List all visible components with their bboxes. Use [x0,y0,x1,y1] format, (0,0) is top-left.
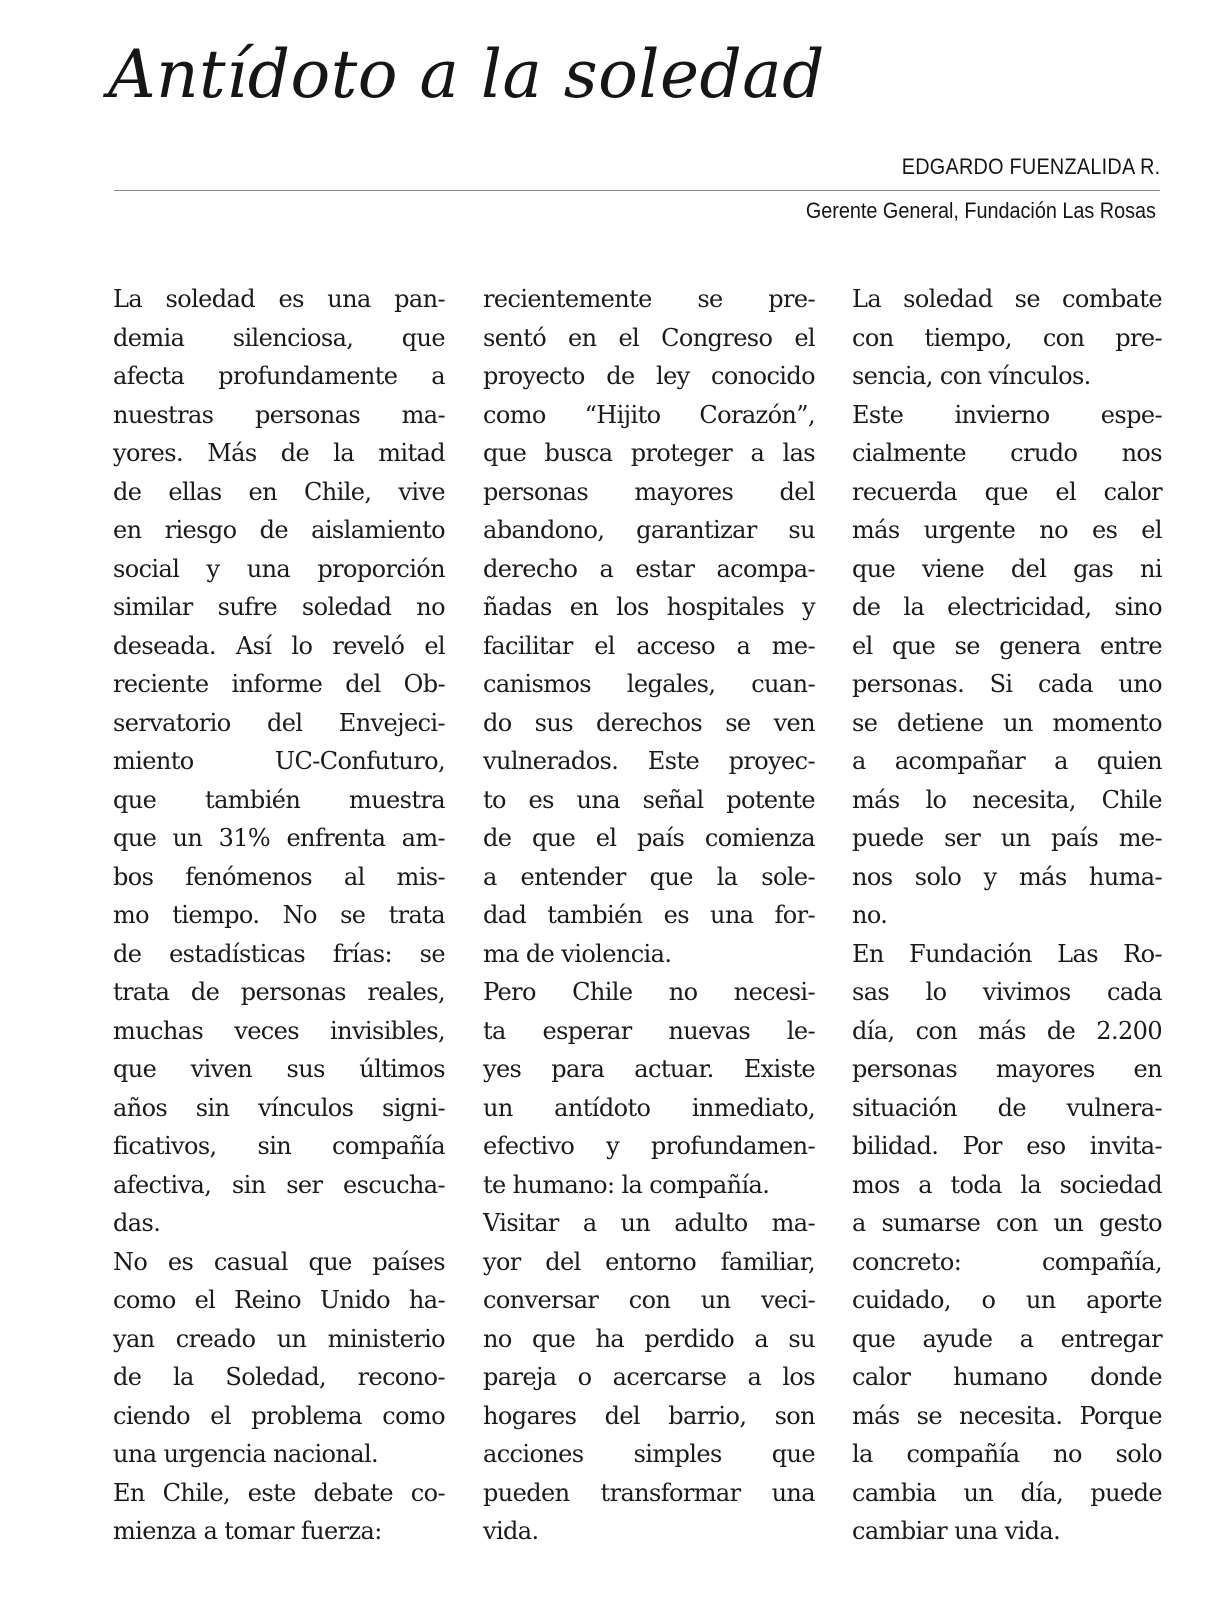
text-line: Este invierno espe- [852,400,1162,429]
text-line: de que el país comienza [483,824,815,852]
text-line: que también muestra [113,785,445,814]
text-line: ta esperar nuevas le- [483,1016,815,1045]
text-line: yores. Más de la mitad [113,439,445,467]
text-line: sas lo vivimos cada [852,978,1162,1006]
text-line: nos solo y más huma- [852,862,1162,891]
text-line: ficativos, sin compañía [113,1132,445,1160]
text-line: canismos legales, cuan- [483,670,815,698]
text-line: más lo necesita, Chile [852,785,1162,814]
text-line: yes para actuar. Existe [483,1055,815,1083]
text-line: a acompañar a quien [852,747,1162,775]
text-line: ma de violencia. [483,939,672,968]
text-line: yor del entorno familiar, [483,1247,815,1276]
author-name: EDGARDO FUENZALIDA R. [901,154,1160,179]
text-line: bos fenómenos al mis- [113,862,445,891]
text-line: En Fundación Las Ro- [852,939,1162,968]
text-line: Pero Chile no necesi- [483,978,815,1006]
text-line: sencia, con vínculos. [852,362,1091,390]
text-line: social y una proporción [113,554,445,583]
text-line: de estadísticas frías: se [113,939,445,968]
text-line: el que se genera entre [852,631,1162,660]
text-line: do sus derechos se ven [483,708,815,737]
text-line: trata de personas reales, [113,978,445,1006]
article-title: Antídoto a la soledad [108,36,825,113]
text-line: yan creado un ministerio [113,1324,445,1353]
text-line: a entender que la sole- [483,862,815,891]
text-line: conversar con un veci- [483,1286,815,1314]
text-line: en riesgo de aislamiento [113,516,445,544]
text-line: que busca proteger a las [483,439,815,467]
text-line: de la Soledad, recono- [113,1363,445,1391]
text-line: como el Reino Unido ha- [113,1286,445,1314]
text-line: una urgencia nacional. [113,1440,379,1468]
text-line: ciendo el problema como [113,1401,445,1430]
text-line: como “Hijito Corazón”, [483,400,815,429]
text-line: puede ser un país me- [852,824,1162,852]
text-line: pareja o acercarse a los [483,1363,815,1391]
text-line: cialmente crudo nos [852,439,1162,467]
text-line: Visitar a un adulto ma- [483,1209,815,1237]
text-line: afectiva, sin ser escucha- [113,1170,445,1199]
text-line: servatorio del Envejeci- [113,708,445,737]
text-line: ñadas en los hospitales y [483,593,815,621]
text-line: que viven sus últimos [113,1055,445,1083]
text-line: mo tiempo. No se trata [113,901,445,929]
text-line: La soledad es una pan- [113,285,445,313]
text-line: to es una señal potente [483,785,815,814]
text-line: la compañía no solo [852,1440,1162,1468]
text-line: que viene del gas ni [852,554,1162,583]
text-line: personas mayores en [852,1055,1162,1083]
text-line: No es casual que países [113,1247,445,1276]
article-column-2 [483,280,815,1551]
article-column-1 [113,280,445,1551]
text-line: con tiempo, con pre- [852,323,1162,352]
text-line: no que ha perdido a su [483,1324,815,1353]
text-line: La soledad se combate [852,285,1162,313]
text-line: deseada. Así lo reveló el [113,631,445,660]
text-line: acciones simples que [483,1440,815,1468]
text-line: de ellas en Chile, vive [113,477,445,506]
header-divider [114,190,1160,191]
text-line: calor humano donde [852,1363,1162,1391]
text-line: proyecto de ley conocido [483,362,815,390]
text-line: años sin vínculos signi- [113,1093,445,1122]
text-line: abandono, garantizar su [483,516,815,544]
text-line: nuestras personas ma- [113,400,445,429]
text-line: facilitar el acceso a me- [483,631,815,660]
text-line: dad también es una for- [483,901,815,929]
text-line: derecho a estar acompa- [483,554,815,583]
text-line: demia silenciosa, que [113,323,445,352]
text-line: sentó en el Congreso el [483,323,815,352]
text-line: miento UC-Confuturo, [113,747,445,775]
text-line: que ayude a entregar [852,1324,1162,1353]
text-line: pueden transformar una [483,1478,815,1507]
text-line: mos a toda la sociedad [852,1170,1162,1199]
author-role: Gerente General, Fundación Las Rosas [805,198,1156,223]
article-column-3 [852,280,1162,1551]
text-line: cambiar una vida. [852,1517,1061,1545]
text-line: vida. [483,1517,539,1545]
text-line: que un 31% enfrenta am- [113,824,445,852]
text-line: En Chile, este debate co- [113,1478,445,1507]
text-line: cuidado, o un aporte [852,1286,1162,1314]
text-line: efectivo y profundamen- [483,1132,815,1160]
text-line: cambia un día, puede [852,1478,1162,1507]
text-line: a sumarse con un gesto [852,1209,1162,1237]
text-line: día, con más de 2.200 [852,1016,1162,1045]
text-line: te humano: la compañía. [483,1170,770,1199]
text-line: no. [852,901,888,929]
text-line: das. [113,1209,161,1237]
text-line: recientemente se pre- [483,285,815,313]
text-line: muchas veces invisibles, [113,1016,445,1045]
text-line: se detiene un momento [852,708,1162,737]
text-line: un antídoto inmediato, [483,1093,815,1122]
text-line: similar sufre soledad no [113,593,445,621]
text-line: concreto: compañía, [852,1247,1162,1276]
text-line: más urgente no es el [852,516,1162,544]
text-line: mienza a tomar fuerza: [113,1517,382,1545]
text-line: personas. Si cada uno [852,670,1162,698]
text-line: personas mayores del [483,477,815,506]
text-line: hogares del barrio, son [483,1401,815,1430]
text-line: bilidad. Por eso invita- [852,1132,1162,1160]
text-line: recuerda que el calor [852,477,1162,506]
text-line: situación de vulnera- [852,1093,1162,1122]
text-line: de la electricidad, sino [852,593,1162,621]
text-line: más se necesita. Porque [852,1401,1162,1430]
text-line: afecta profundamente a [113,362,445,390]
text-line: reciente informe del Ob- [113,670,445,698]
text-line: vulnerados. Este proyec- [483,747,815,775]
